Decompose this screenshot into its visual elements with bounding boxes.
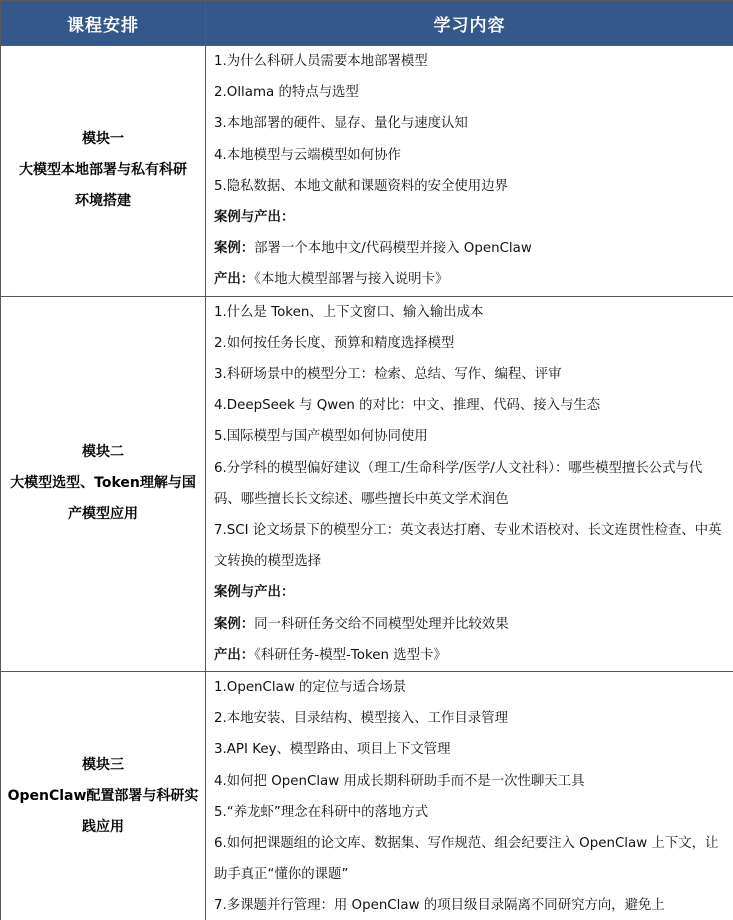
module-cell <box>1 46 206 297</box>
case-line <box>214 609 725 640</box>
case-text: 同一科研任务交给不同模型处理并比较效果 <box>254 616 509 632</box>
case-label: 案例： <box>214 241 255 257</box>
module-content <box>206 672 733 920</box>
module-title: 大模型本地部署与私有科研环境搭建 <box>19 162 187 210</box>
content-item: 3.API Key、模型路由、项目上下文管理 <box>214 742 451 758</box>
content-item: 3.本地部署的硬件、显存、量化与速度认知 <box>214 116 468 132</box>
content-item: 7.多课题并行管理：用 OpenClaw 的项目级目录隔离不同研究方向，避免上 <box>214 898 665 914</box>
content-item: 1.OpenClaw 的定位与适合场景 <box>214 680 407 696</box>
case-heading: 案例与产出： <box>214 210 295 226</box>
content-item: 2.Ollama 的特点与选型 <box>214 85 359 101</box>
output-text: 《科研任务-模型-Token 选型卡》 <box>254 647 447 663</box>
module-row <box>1 46 733 297</box>
output-text: 《本地大模型部署与接入说明卡》 <box>254 272 449 288</box>
content-item: 5.国际模型与国产模型如何协同使用 <box>214 429 428 445</box>
output-line <box>214 640 725 671</box>
case-line <box>214 233 725 264</box>
module-title: 大模型选型、Token理解与国产模型应用 <box>10 475 196 523</box>
content-item: 1.什么是 Token、上下文窗口、输入输出成本 <box>214 304 484 320</box>
content-item: 2.本地安装、目录结构、模型接入、工作目录管理 <box>214 711 508 727</box>
header-row <box>1 1 733 46</box>
output-label: 产出： <box>214 272 255 288</box>
module-title: OpenClaw配置部署与科研实践应用 <box>7 788 199 836</box>
content-item: 7.SCI 论文场景下的模型分工：英文表达打磨、专业术语校对、长文连贯性检查、中英文转换的模型选择 <box>214 523 722 570</box>
content-item: 2.如何按任务长度、预算和精度选择模型 <box>214 335 455 351</box>
module-content <box>206 46 733 297</box>
module-content <box>206 296 733 671</box>
module-name: 模块三 <box>82 757 124 774</box>
case-text: 部署一个本地中文/代码模型并接入 OpenClaw <box>254 241 532 257</box>
module-row <box>1 296 733 671</box>
content-item: 3.科研场景中的模型分工：检索、总结、写作、编程、评审 <box>214 367 562 383</box>
content-item: 4.DeepSeek 与 Qwen 的对比：中文、推理、代码、接入与生态 <box>214 398 601 414</box>
module-name: 模块一 <box>82 131 124 148</box>
content-item: 4.本地模型与云端模型如何协作 <box>214 147 401 163</box>
module-cell <box>1 296 206 671</box>
case-heading: 案例与产出： <box>214 585 295 601</box>
content-item: 6.分学科的模型偏好建议（理工/生命科学/医学/人文社科）：哪些模型擅长公式与代码、哪些擅长长文综述、哪些擅长中英文学术润色 <box>214 460 703 507</box>
output-label: 产出： <box>214 647 255 663</box>
case-label: 案例： <box>214 616 255 632</box>
content-item: 5.“养龙虾”理念在科研中的落地方式 <box>214 804 429 820</box>
header-schedule: 课程安排 <box>1 1 206 46</box>
content-item: 6.如何把课题组的论文库、数据集、写作规范、组会纪要注入 OpenClaw 上下文，让助手真正“懂你的课题” <box>214 836 719 883</box>
content-item: 4.如何把 OpenClaw 用成长期科研助手而不是一次性聊天工具 <box>214 773 585 789</box>
content-item: 1.为什么科研人员需要本地部署模型 <box>214 54 428 69</box>
module-name: 模块二 <box>82 444 124 461</box>
module-cell <box>1 672 206 920</box>
header-content: 学习内容 <box>206 1 733 46</box>
output-line <box>214 264 725 295</box>
module-row <box>1 672 733 920</box>
content-item: 5.隐私数据、本地文献和课题资料的安全使用边界 <box>214 178 508 194</box>
